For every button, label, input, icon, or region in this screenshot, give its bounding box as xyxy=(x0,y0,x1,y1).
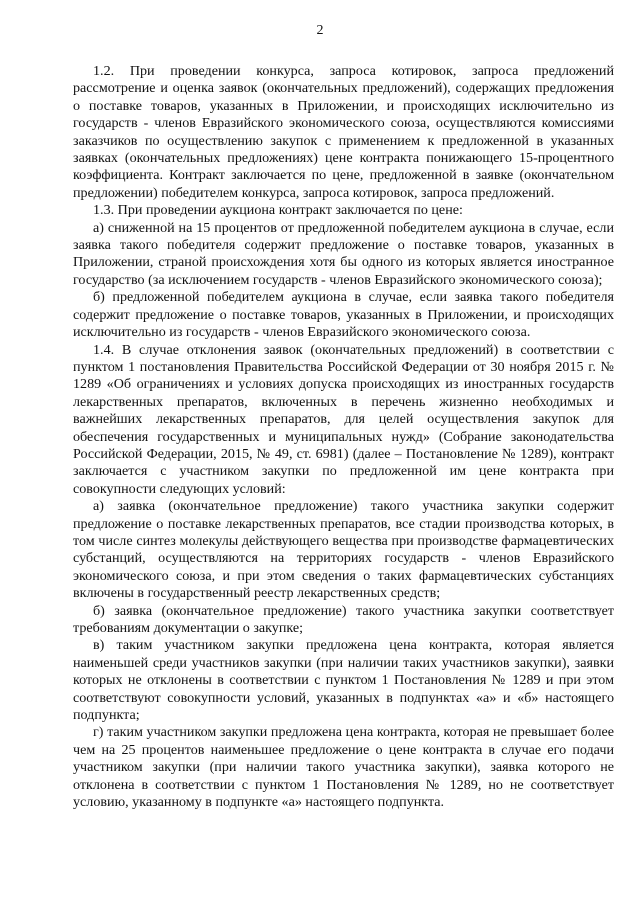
paragraph-1-4-b: б) заявка (окончательное предложение) такого участника закупки соответствует требованиям документации о закупке; xyxy=(73,602,614,636)
paragraph-1-4-v: в) таким участником закупки предложена цена контракта, которая является наименьшей среди участников закупки (при наличии таких участников закупки), заявки которых не отклонены в соответствии с пунктом 1 Постановления № 1289 и при этом соответствуют совокупности условий, указанных в подпунктах «а» и «б» настоящего подпункта; xyxy=(73,637,614,724)
paragraph-1-3-b: б) предложенной победителем аукциона в случае, если заявка такого победителя содержит предложение о поставке товаров, указанных в Приложении, и происходящих исключительно из государств - членов Евразийского экономического союза. xyxy=(73,289,614,341)
paragraph-1-4-g: г) таким участником закупки предложена цена контракта, которая не превышает более чем на 25 процентов наименьшее предложение о цене контракта в случае его подачи участником закупки (при наличии такого участника закупки), заявка которого не отклонена в соответствии с пунктом 1 Постановления № 1289, но не соответствует условию, указанному в подпункте «а» настоящего подпункта. xyxy=(73,724,614,811)
paragraph-1-3: 1.3. При проведении аукциона контракт заключается по цене: xyxy=(93,202,463,219)
paragraph-1-3-a: а) сниженной на 15 процентов от предложенной победителем аукциона в случае, если заявка такого победителя содержит предложение о поставке товаров, указанных в Приложении, страной происхождения хотя бы одного из которых является иностранное государство (за исключением государств - членов Евразийского экономического союза); xyxy=(73,219,614,288)
paragraph-1-4: 1.4. В случае отклонения заявок (окончательных предложений) в соответствии с пунктом 1 постановления Правительства Российской Федерации от 30 ноября 2015 г. № 1289 «Об ограничениях и условиях допуска происходящих из иностранных государств лекарственных препаратов, включенных в перечень жизненно необходимых и важнейших лекарственных препаратов, для целей осуществления закупок для обеспечения государственных и муниципальных нужд» (Собрание законодательства Российской Федерации, 2015, № 49, ст. 6981) (далее – Постановление № 1289), контракт заключается с участником закупки по предложенной им цене контракта при совокупности следующих условий: xyxy=(73,341,614,497)
paragraph-1-4-a: а) заявка (окончательное предложение) такого участника закупки содержит предложение о поставке лекарственных препаратов, все стадии производства которых, в том числе синтез молекулы действующего вещества при производстве фармацевтических субстанций, осуществляются на территориях государств - членов Евразийского экономического союза, и при этом сведения о таких фармацевтических субстанциях включены в государственный реестр лекарственных средств; xyxy=(73,498,614,602)
paragraph-1-2: 1.2. При проведении конкурса, запроса котировок, запроса предложений рассмотрение и оценка заявок (окончательных предложений), содержащих предложения о поставке товаров, указанных в Приложении, и происходящих исключительно из государств - членов Евразийского экономического союза, осуществляются комиссиями заказчиков по осуществлению закупок с применением к предложенной в указанных заявках (окончательных предложениях) цене контракта понижающего 15-процентного коэффициента. Контракт заключается по цене, предложенной в заявке (окончательном предложении) победителем конкурса, запроса котировок, запроса предложений. xyxy=(73,63,614,201)
document-body xyxy=(73,63,614,811)
page-number: 2 xyxy=(316,23,324,38)
